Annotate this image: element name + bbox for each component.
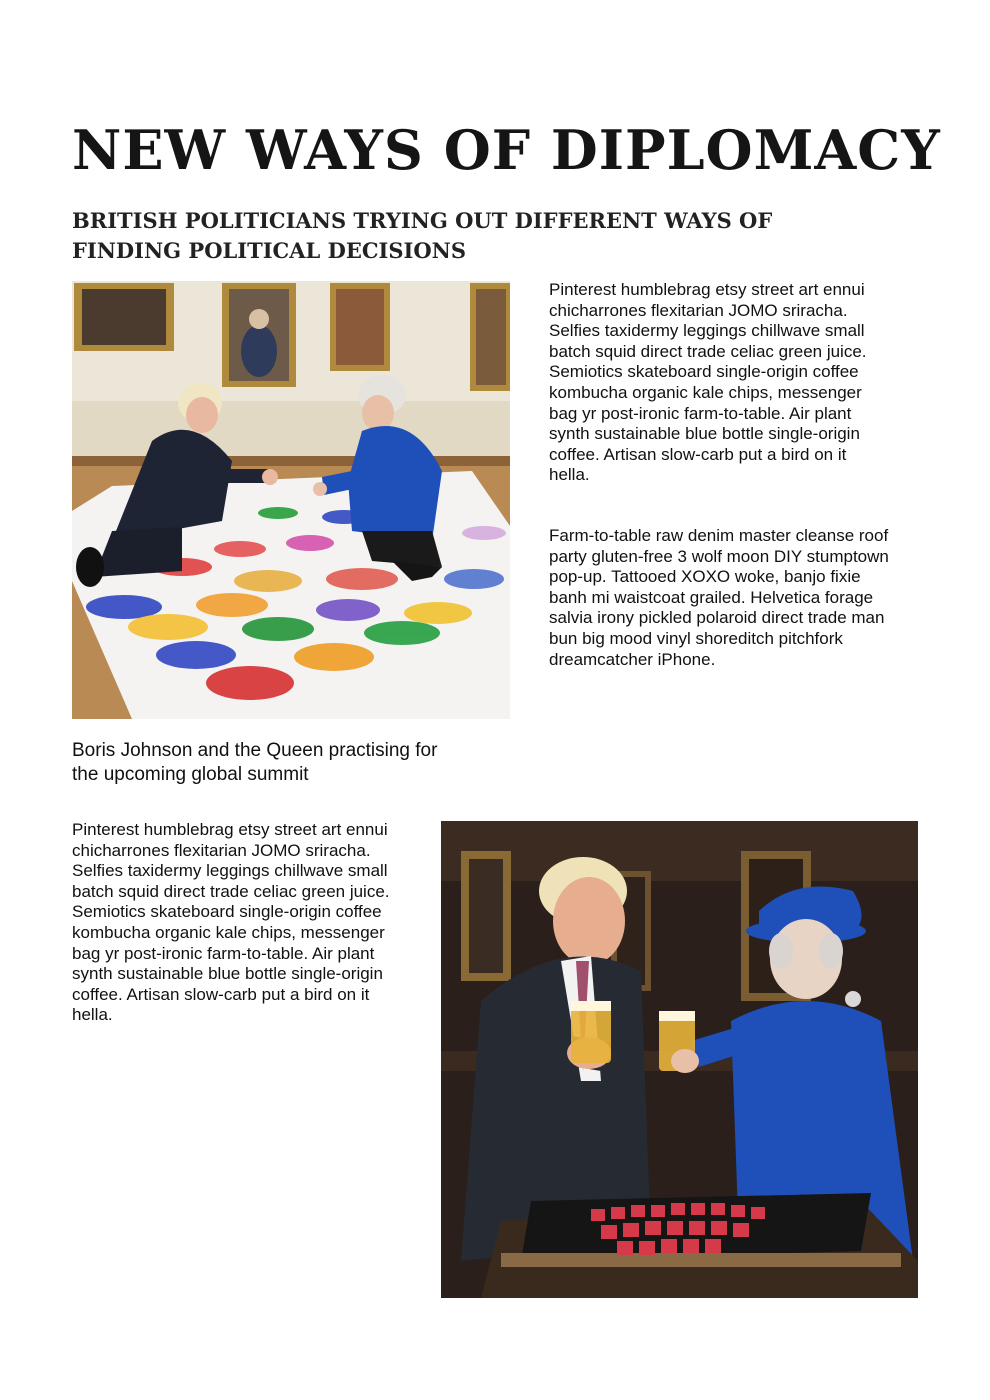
paragraph-1: Pinterest humblebrag etsy street art ennui chicharrones flexitarian JOMO sriracha. Selfies taxidermy leggings chillwave small batch squid direct trade celiac green juice. Semiotics skateboard single-origin coffee kombucha organic kale chips, messenger bag yr post-ironic farm-to-table. Air plant synth sustainable blue bottle single-origin coffee. Artisan slow-carb put a bird on it hella. <box>549 280 867 485</box>
paragraph-3: Pinterest humblebrag etsy street art ennui chicharrones flexitarian JOMO sriracha. Selfies taxidermy leggings chillwave small batch squid direct trade celiac green juice. Semiotics skateboard single-origin coffee kombucha organic kale chips, messenger bag yr post-ironic farm-to-table. Air plant synth sustainable blue bottle single-origin coffee. Artisan slow-carb put a bird on it hella. <box>72 820 390 1025</box>
beer-pong-photo <box>441 821 918 1298</box>
twister-photo <box>72 281 510 719</box>
article-title: NEW WAYS OF DIPLOMACY <box>72 118 941 182</box>
article-subtitle: BRITISH POLITICIANS TRYING OUT DIFFERENT WAYS OF FINDING POLITICAL DECISIONS <box>72 208 773 263</box>
paragraph-2: Farm-to-table raw denim master cleanse roof party gluten-free 3 wolf moon DIY stumptown pop-up. Tattooed XOXO woke, banjo fixie banh mi waistcoat grailed. Helvetica forage salvia irony pickled polaroid direct trade man bun big mood vinyl shoreditch pitchfork dreamcatcher iPhone. <box>549 526 889 669</box>
photo-caption: Boris Johnson and the Queen practising for the upcoming global summit <box>72 740 438 785</box>
